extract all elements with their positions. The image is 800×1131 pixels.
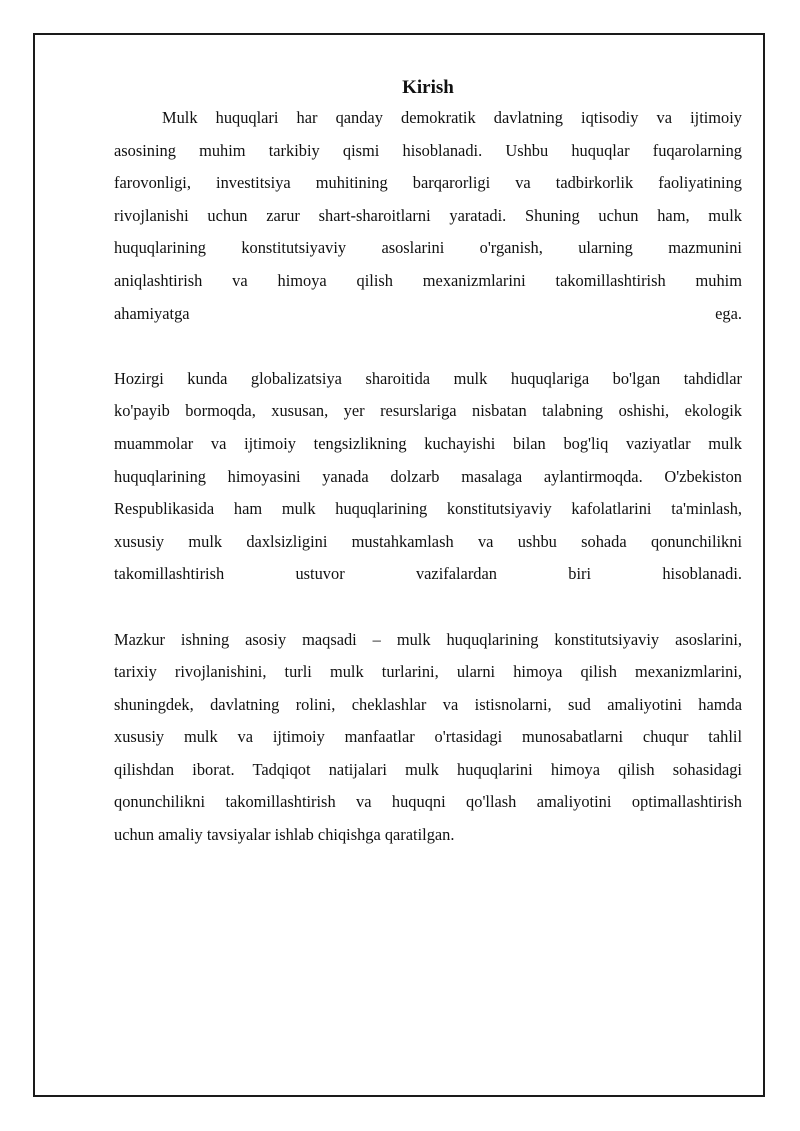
paragraph-1 <box>114 102 742 330</box>
paragraph-line: ko'payib bormoqda, xususan, yer resurslariga nisbatan talabning oshishi, ekologik <box>114 401 742 421</box>
paragraph-line: shuningdek, davlatning rolini, cheklashlar va istisnolarni, sud amaliyotini hamda <box>114 694 742 714</box>
paragraph-line: Respublikasida ham mulk huquqlarining konstitutsiyaviy kafolatlarini ta'minlash, <box>114 499 742 519</box>
paragraph-3 <box>114 624 742 852</box>
document-body <box>114 74 742 852</box>
paragraph-line: xususiy mulk va ijtimoiy manfaatlar o'rtasidagi munosabatlarni chuqur tahlil <box>114 727 742 747</box>
paragraph-line: rivojlanishi uchun zarur shart-sharoitlarni yaratadi. Shuning uchun ham, mulk <box>114 205 742 225</box>
paragraph-line: xususiy mulk daxlsizligini mustahkamlash va ushbu sohada qonunchilikni <box>114 531 742 551</box>
paragraph-spacer <box>114 330 742 363</box>
paragraph-line: qilishdan iborat. Tadqiqot natijalari mulk huquqlarini himoya qilish sohasidagi <box>114 759 742 779</box>
paragraph-line: takomillashtirish ustuvor vazifalardan biri hisoblanadi. <box>114 564 742 584</box>
paragraph-line: farovonligi, investitsiya muhitining barqarorligi va tadbirkorlik faoliyatining <box>114 173 742 193</box>
paragraph-line: huquqlarining konstitutsiyaviy asoslarini o'rganish, ularning mazmunini <box>114 238 742 258</box>
paragraph-line: Hozirgi kunda globalizatsiya sharoitida mulk huquqlariga bo'lgan tahdidlar <box>114 368 742 388</box>
paragraph-line: qonunchilikni takomillashtirish va huquqni qo'llash amaliyotini optimallashtirish <box>114 792 742 812</box>
paragraph-2 <box>114 363 742 591</box>
paragraph-spacer <box>114 591 742 624</box>
paragraph-line: tarixiy rivojlanishini, turli mulk turlarini, ularni himoya qilish mexanizmlarini, <box>114 662 742 682</box>
paragraph-line: aniqlashtirish va himoya qilish mexanizmlarini takomillashtirish muhim <box>114 270 742 290</box>
paragraph-line: muammolar va ijtimoiy tengsizlikning kuchayishi bilan bog'liq vaziyatlar mulk <box>114 433 742 453</box>
document-title: Kirish <box>402 77 454 98</box>
paragraph-line: Mazkur ishning asosiy maqsadi – mulk huquqlarining konstitutsiyaviy asoslarini, <box>114 629 742 649</box>
paragraph-line: asosining muhim tarkibiy qismi hisoblanadi. Ushbu huquqlar fuqarolarning <box>114 140 742 160</box>
paragraph-line: Mulk huquqlari har qanday demokratik davlatning iqtisodiy va ijtimoiy <box>162 108 742 127</box>
paragraph-line: huquqlarining himoyasini yanada dolzarb masalaga aylantirmoqda. O'zbekiston <box>114 466 742 486</box>
paragraph-line: ahamiyatga ega. <box>114 303 742 323</box>
paragraph-line: uchun amaliy tavsiyalar ishlab chiqishga qaratilgan. <box>114 825 455 845</box>
